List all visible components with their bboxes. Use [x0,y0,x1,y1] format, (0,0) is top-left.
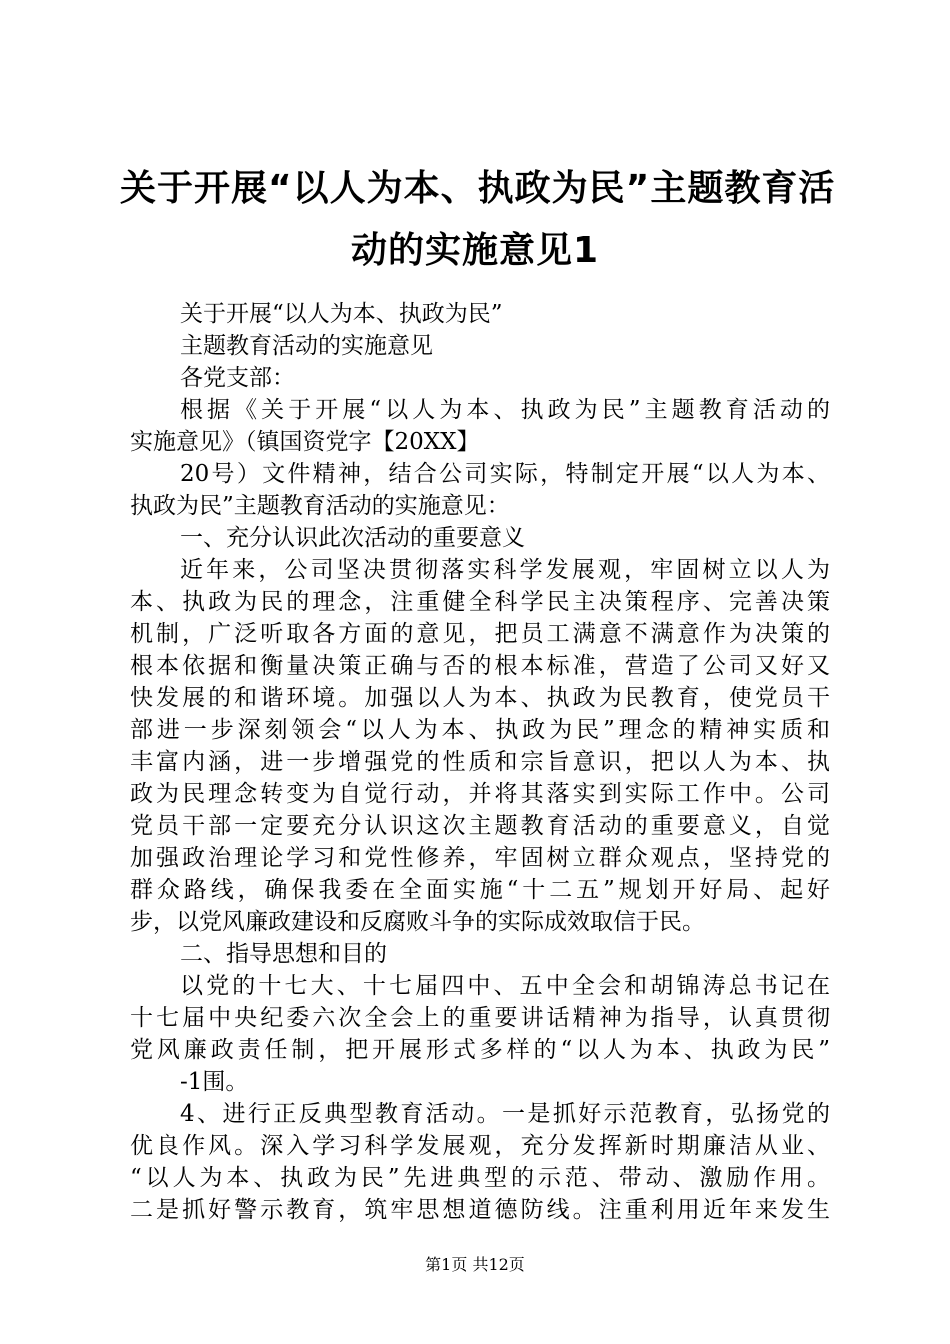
body-line: 加强政治理论学习和党性修养，牢固树立群众观点，坚持党的 [130,845,830,871]
body-line: 党员干部一定要充分认识这次主题教育活动的重要意义，自觉 [130,813,830,839]
body-line: 以党的十七大、十七届四中、五中全会和胡锦涛总书记在 [180,973,830,999]
body-line: 根本依据和衡量决策正确与否的根本标准，营造了公司又好又 [130,653,830,679]
body-line: 党风廉政责任制，把开展形式多样的“以人为本、执政为民” [130,1037,830,1063]
body-line: 步，以党风廉政建设和反腐败斗争的实际成效取信于民。 [130,909,705,935]
body-line: 主题教育活动的实施意见 [180,333,433,359]
body-line: 机制，广泛听取各方面的意见，把员工满意不满意作为决策的 [130,621,830,647]
body-line: 实施意见》（镇国资党字【20XX】 [130,429,480,455]
body-line: “以人为本、执政为民”先进典型的示范、带动、激励作用。 [130,1165,830,1191]
section-heading: 一、充分认识此次活动的重要意义 [180,525,525,551]
body-line: 二是抓好警示教育，筑牢思想道德防线。注重利用近年来发生 [130,1197,830,1223]
body-line: 根据《关于开展“以人为本、执政为民”主题教育活动的 [180,397,830,423]
body-line: 执政为民”主题教育活动的实施意见： [130,493,510,519]
body-line: 丰富内涵，进一步增强党的性质和宗旨意识，把以人为本、执 [130,749,830,775]
body-line: 十七届中央纪委六次全会上的重要讲话精神为指导，认真贯彻 [130,1005,830,1031]
document-title-line-2: 动的实施意见1 [350,230,600,271]
body-line: 各党支部： [180,365,295,391]
document-title-line-1: 关于开展“以人为本、执政为民”主题教育活 [120,168,836,209]
body-line: -1围。 [180,1069,249,1095]
body-line: 优良作风。深入学习科学发展观，充分发挥新时期廉洁从业、 [130,1133,830,1159]
body-line: 政为民理念转变为自觉行动，并将其落实到实际工作中。公司 [130,781,830,807]
page-number: 第1页 共12页 [425,1255,525,1274]
body-line: 群众路线，确保我委在全面实施“十二五”规划开好局、起好 [130,877,830,903]
body-line: 快发展的和谐环境。加强以人为本、执政为民教育，使党员干 [130,685,830,711]
body-line: 4、进行正反典型教育活动。一是抓好示范教育，弘扬党的 [180,1101,830,1127]
body-line: 近年来，公司坚决贯彻落实科学发展观，牢固树立以人为 [180,557,830,583]
body-line: 本、执政为民的理念，注重健全科学民主决策程序、完善决策 [130,589,830,615]
body-line: 关于开展“以人为本、执政为民” [180,301,503,327]
section-heading: 二、指导思想和目的 [180,941,387,967]
body-line: 20号）文件精神，结合公司实际，特制定开展“以人为本、 [180,461,830,487]
body-line: 部进一步深刻领会“以人为本、执政为民”理念的精神实质和 [130,717,830,743]
